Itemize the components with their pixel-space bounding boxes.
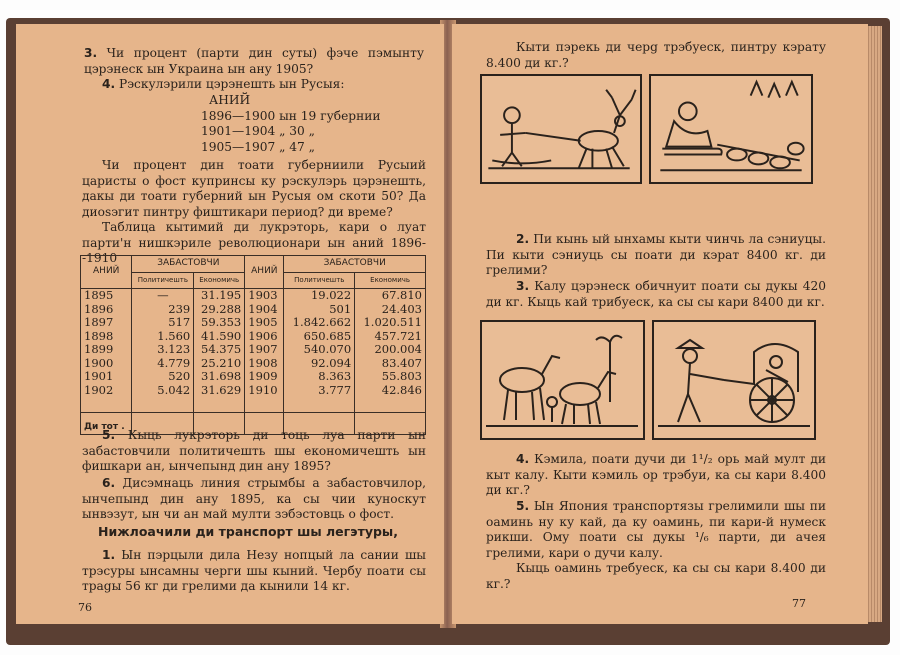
header-economic-left: Економичь <box>194 272 245 289</box>
question-4: 4. Кэмила, поати дучи ди 1¹/₂ орь май мулт ди кыт калу. Кыти кэмиль ор трэбуи, ка сы кари 8.400 ди кг.? <box>486 452 827 497</box>
question-6: 6. Дисэмнаць линия стрымбы а забастовчилор, ынчепынд дин ану 1895, ка сы чии куноскут ынвэзут, ын чи ан май мулти зэбэстовць о фост. <box>82 476 426 521</box>
column-economic-right: 67.810 24.403 1.020.511 457.721 200.004 83.407 55.803 42.846 <box>355 289 426 413</box>
illustration-rickshaw <box>652 320 816 440</box>
question-3: 3. Чи процент (парти дин суты) фэче пэмынту цэрэнеск ын Украина ын ану 1905? <box>84 46 424 76</box>
header-strikers-left: ЗАБАСТОВЧИ <box>132 256 245 273</box>
column-years-left: 1895 1896 1897 1898 1899 1900 1901 1902 <box>81 289 132 413</box>
intro-question: Кыти пэрекь ди черg трэбуеск, пинтру кэрату 8.400 ди кг.? <box>486 40 826 70</box>
paragraph-table-caption: Таблица кытимий ди лукрэторь, кари о луат парти'н нишкэриле революционари ын аний 1896--1910 <box>82 220 426 265</box>
question-1-transport: 1. Ын пэрцыли дила Незу нопцый ла сании шы трэсуры ынсамны черги шы кыний. Чербу поати сы траgы 56 кг ди грелими да кынили 14 кг. <box>82 548 426 593</box>
header-years-left: АНИЙ <box>81 256 132 289</box>
page-edges <box>866 26 882 622</box>
page-number-left: 76 <box>78 601 92 614</box>
section-heading: Нижлоачили ди транспорт шы легэтуры, <box>98 524 398 539</box>
header-political-left: Политичешть <box>132 272 194 289</box>
question-5: 5. Ын Япония транспортязы грелимили шы пи оаминь ну ку кай, да ку оаминь, пи кари-й нумеск рикши. Ому поати сы дукы ¹/₆ парти, ди ачея грелими, кари о дучи калу. <box>486 499 827 560</box>
header-years-right: АНИЙ <box>245 256 284 289</box>
illustration-camel-caravan <box>480 320 645 440</box>
illustration-dog-sled <box>649 74 813 184</box>
column-political-right: 19.022 501 1.842.662 650.685 540.070 92.094 8.363 3.777 <box>284 289 355 413</box>
right-page <box>452 24 868 624</box>
illustration-reindeer-sled <box>480 74 642 184</box>
question-3: 3. Калу цэрэнеск обичнуит поати сы дукы 420 ди кг. Кыць кай трибуеск, ка сы сы кари 8400 ди кг. <box>486 279 827 309</box>
question-5: 5. Кыць лукрэторь ди тоць луа парти ын забастовчили политичешть шы економичешть ын фишкари ан, ынчепынд дин ану 1895? <box>82 428 426 473</box>
header-strikers-right: ЗАБАСТОВЧИ <box>284 256 426 273</box>
strikes-table <box>80 255 426 435</box>
page-number-right: 77 <box>792 597 806 610</box>
question-4: 4. Рэскулэрили цэрэнешть ын Русыя: <box>102 77 345 91</box>
column-political-left: — 239 517 1.560 3.123 4.779 520 5.042 <box>132 289 194 413</box>
header-economic-right: Економичь <box>355 272 426 289</box>
paragraph-percent: Чи процент дин тоати губерниили Русыий царисты о фост купринсы ку рэскулэрь цэрэнешть, дакы ди тоати губерний ын Русыя ом скоти 50? Да диоsэгит пинтру фиштикари период? ди време? <box>82 158 426 219</box>
column-economic-left: 31.195 29.288 59.353 41.590 54.375 25.210 31.698 31.629 <box>194 289 245 413</box>
question-2: 2. Пи кынь ый ынхамы кыти чинчь ла сэниуцы. Пи кыти сэниуць сы поати ди кэрат 8400 кг. ди грелими? <box>486 232 827 277</box>
question-5-continued: Кыць оаминь требуеск, ка сы сы кари 8.400 ди кг.? <box>486 561 826 591</box>
header-political-right: Политичешть <box>284 272 355 289</box>
aniy-list: АНИЙ 1896—1900 ын 19 губернии 1901—1904 „ 30 „ 1905—1907 „ 47 „ <box>201 93 381 154</box>
column-years-right: 1903 1904 1905 1906 1907 1908 1909 1910 <box>245 289 284 413</box>
total-label: Ди тот . <box>81 413 132 435</box>
left-page <box>16 24 444 624</box>
